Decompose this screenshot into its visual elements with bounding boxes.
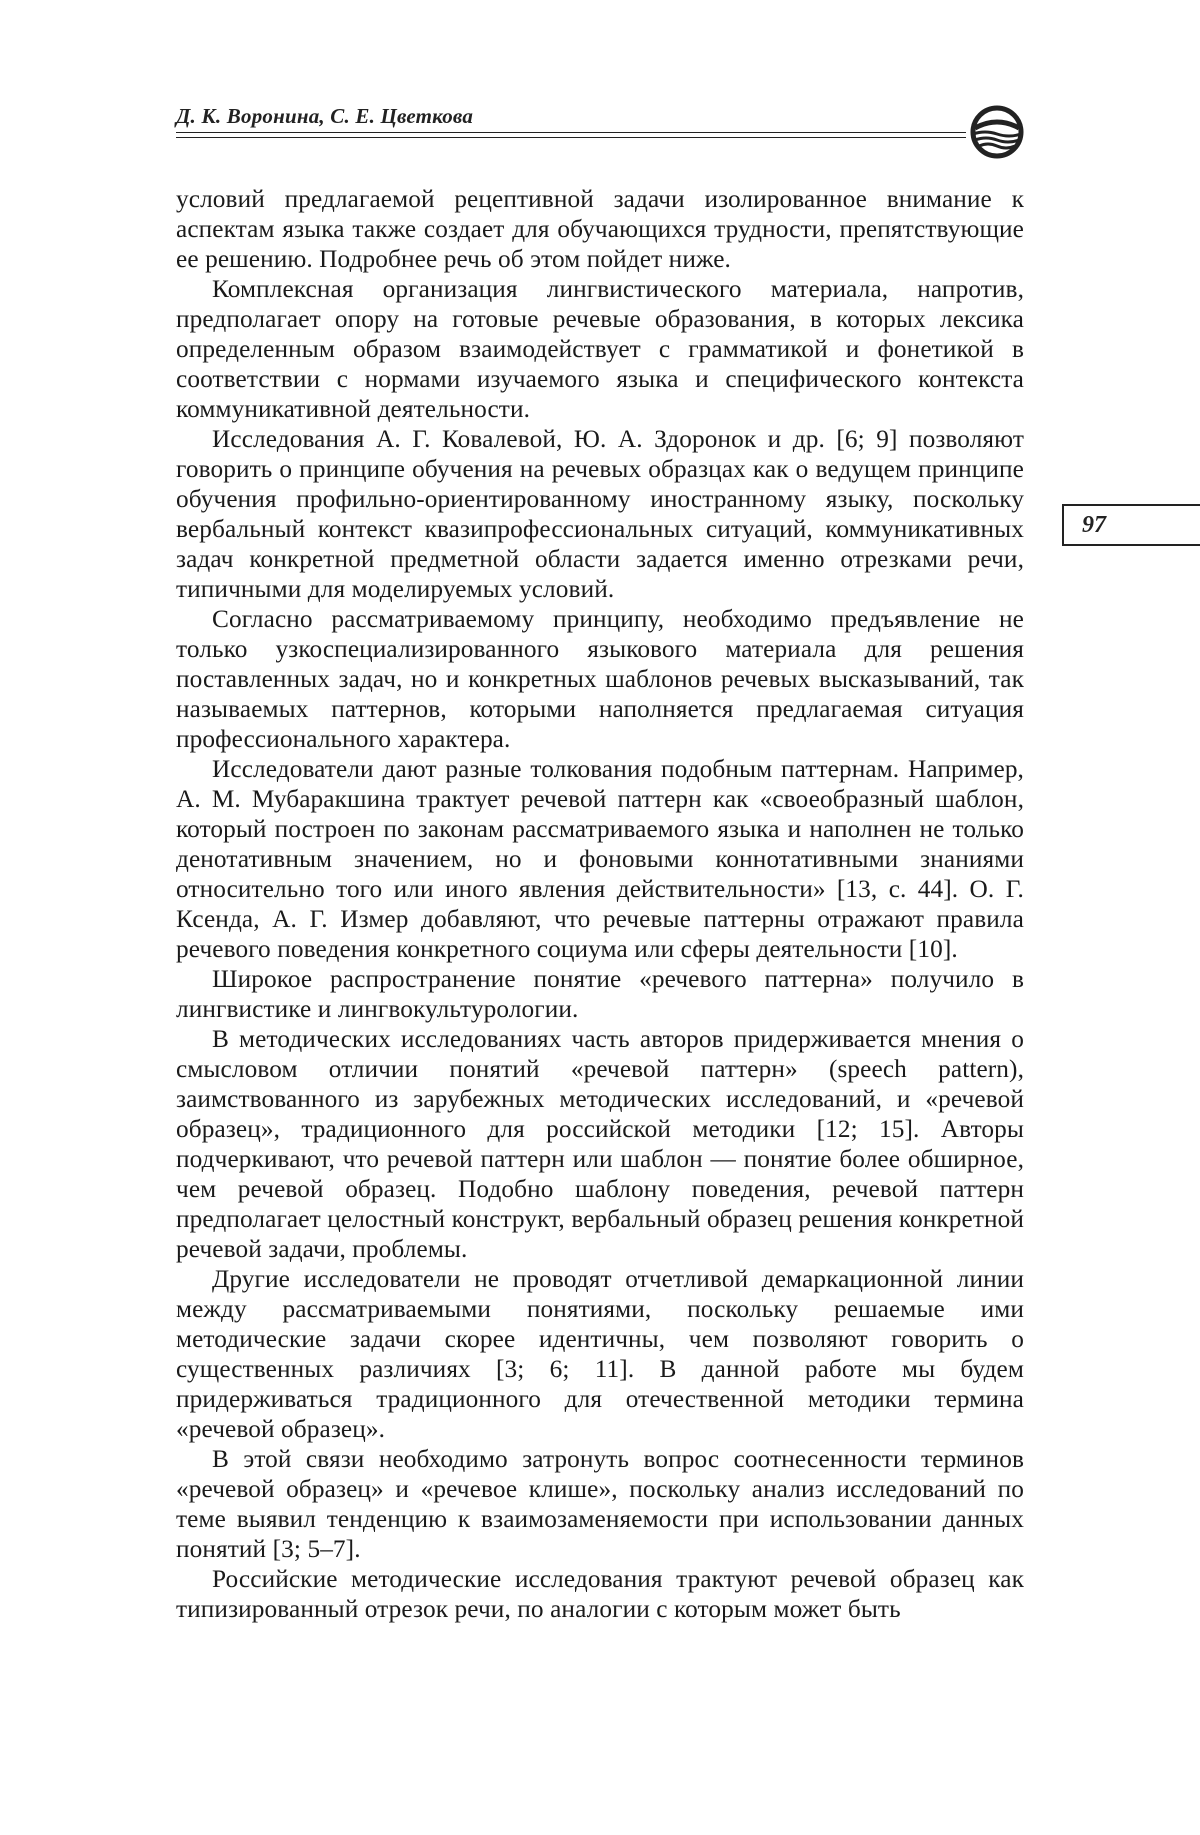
paragraph: В этой связи необходимо затронуть вопрос соотнесенности терминов «речевой образец» и «речевое клише», поскольку анализ исследований по теме выявил тенденцию к взаимозаменяемости при использовании данных понятий [3; 5–7]. [176,1445,1024,1563]
paragraph: Исследователи дают разные толкования подобным паттернам. Например, А. М. Мубаракшина трактует речевой паттерн как «своеобразный шаблон, который построен по законам рассматриваемого языка и наполнен не только денотативным значением, но и фоновыми коннотативными знаниями относительно того или иного явления действительности» [13, с. 44]. О. Г. Ксенда, А. Г. Измер добавляют, что речевые паттерны отражают правила речевого поведения конкретного социума или сферы деятельности [10]. [176,755,1024,963]
paragraph: Исследования А. Г. Ковалевой, Ю. А. Здоронок и др. [6; 9] позволяют говорить о принципе обучения на речевых образцах как о ведущем принципе обучения профильно-ориентированному иностранному языку, поскольку вербальный контекст квазипрофессиональных ситуаций, коммуникативных задач конкретной предметной области задается именно отрезками речи, типичными для моделируемых условий. [176,425,1024,603]
paragraph: В методических исследованиях часть авторов придерживается мнения о смысловом отличии понятий «речевой паттерн» (speech pattern), заимствованного из зарубежных методических исследований, и «речевой образец», традиционного для российской методики [12; 15]. Авторы подчеркивают, что речевой паттерн или шаблон — понятие более обширное, чем речевой образец. Подобно шаблону поведения, речевой паттерн предполагает целостный конструкт, вербальный образец решения конкретной речевой задачи, проблемы. [176,1025,1024,1263]
paragraph: Российские методические исследования трактуют речевой образец как типизированный отрезок речи, по аналогии с которым может быть [176,1565,1024,1623]
body-text [176,184,1024,1624]
page-number-tab [1062,504,1200,546]
page-number: 97 [1082,512,1106,538]
paragraph: условий предлагаемой рецептивной задачи изолированное внимание к аспектам языка также создает для обучающихся трудности, препятствующие ее решению. Подробнее речь об этом пойдет ниже. [176,185,1024,273]
paragraph: Комплексная организация лингвистического материала, напротив, предполагает опору на готовые речевые образования, в которых лексика определенным образом взаимодействует с грамматикой и фонетикой в соответствии с нормами изучаемого языка и специфического контекста коммуникативной деятельности. [176,275,1024,423]
header-authors: Д. К. Воронина, С. Е. Цветкова [176,104,474,128]
journal-logo-icon [969,104,1025,160]
running-header [176,100,1024,170]
paragraph: Другие исследователи не проводят отчетливой демаркационной линии между рассматриваемыми понятиями, поскольку решаемые ими методические задачи скорее идентичны, чем позволяют говорить о существенных различиях [3; 6; 11]. В данной работе мы будем придерживаться традиционного для отечественной методики термина «речевой образец». [176,1265,1024,1443]
paragraph: Широкое распространение понятие «речевого паттерна» получило в лингвистике и лингвокультурологии. [176,965,1024,1023]
paragraph: Согласно рассматриваемому принципу, необходимо предъявление не только узкоспециализированного языкового материала для решения поставленных задач, но и конкретных шаблонов речевых высказываний, так называемых паттернов, которыми наполняется предлагаемая ситуация профессионального характера. [176,605,1024,753]
header-rule [176,132,966,138]
